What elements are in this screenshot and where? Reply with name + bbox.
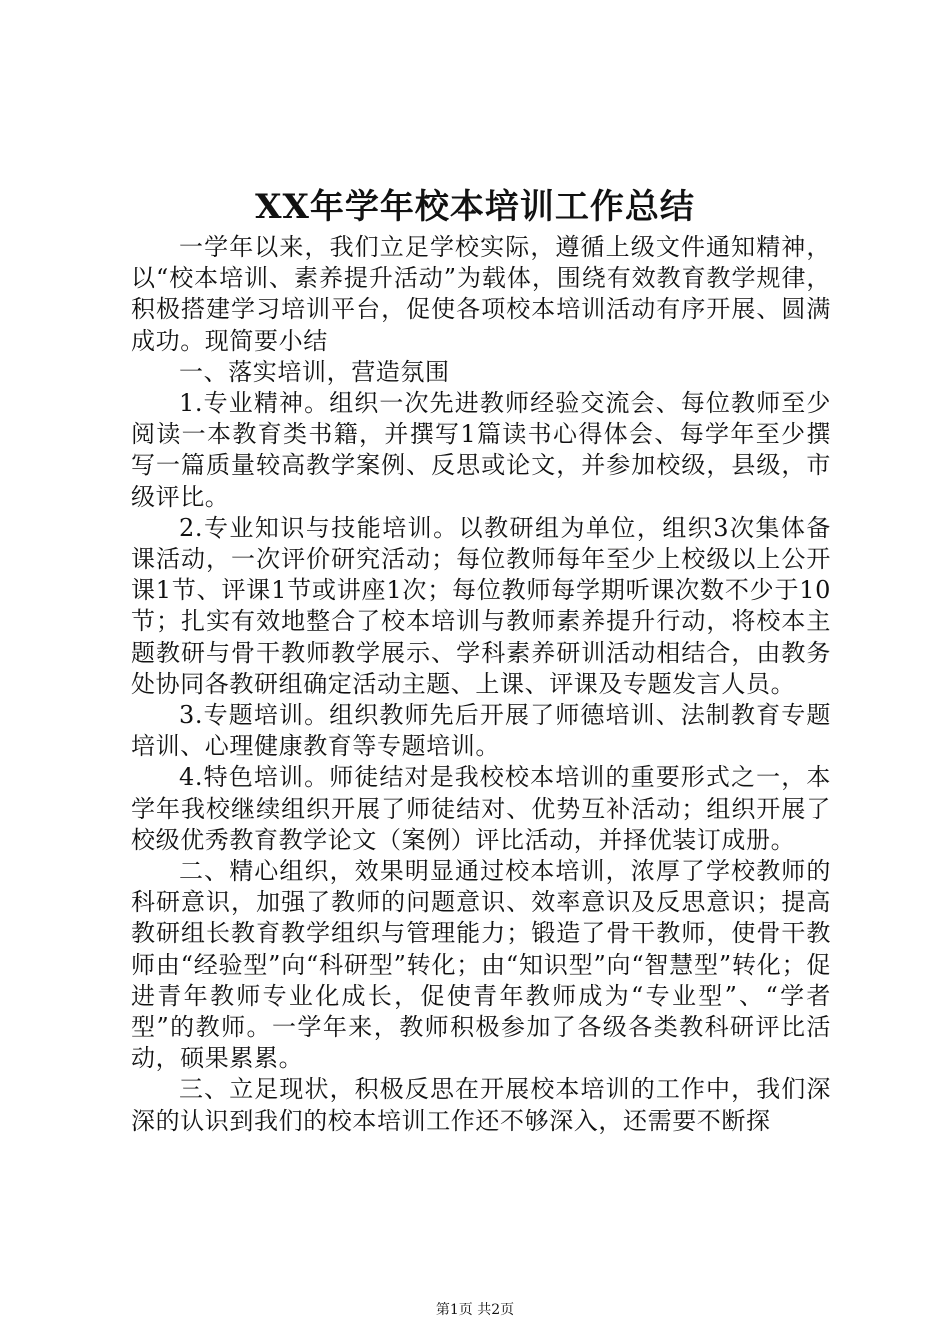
page-footer: 第1页 共2页 bbox=[435, 1302, 515, 1318]
paragraph-item-3: 3.专题培训。组织教师先后开展了师德培训、法制教育专题培训、心理健康教育等专题培训。 bbox=[131, 701, 831, 761]
paragraph-item-1: 1.专业精神。组织一次先进教师经验交流会、每位教师至少阅读一本教育类书籍，并撰写1篇读书心得体会、每学年至少撰写一篇质量较高教学案例、反思或论文，并参加校级，县级，市级评比。 bbox=[131, 389, 831, 511]
section-heading-1: 一、落实培训，营造氛围 bbox=[179, 357, 450, 386]
paragraph-item-2: 2.专业知识与技能培训。以教研组为单位，组织3次集体备课活动，一次评价研究活动；每位教师每年至少上校级以上公开课1节、评课1节或讲座1次；每位教师每学期听课次数不少于10节；扎实有效地整合了校本培训与教师素养提升行动，将校本主题教研与骨干教师教学展示、学科素养研训活动相结合，由教务处协同各教研组确定活动主题、上课、评课及专题发言人员。 bbox=[131, 513, 831, 698]
paragraph-intro: 一学年以来，我们立足学校实际，遵循上级文件通知精神，以“校本培训、素养提升活动”为载体，围绕有效教育教学规律，积极搭建学习培训平台，促使各项校本培训活动有序开展、圆满成功。现简要小结 bbox=[131, 233, 831, 355]
document-title: XX年学年校本培训工作总结 bbox=[255, 187, 695, 227]
paragraph-item-4: 4.特色培训。师徒结对是我校校本培训的重要形式之一，本学年我校继续组织开展了师徒结对、优势互补活动；组织开展了校级优秀教育教学论文（案例）评比活动，并择优装订成册。 bbox=[131, 763, 831, 854]
paragraph-section-3: 三、立足现状，积极反思在开展校本培训的工作中，我们深深的认识到我们的校本培训工作还不够深入，还需要不断探 bbox=[131, 1075, 831, 1135]
paragraph-section-2: 二、精心组织，效果明显通过校本培训，浓厚了学校教师的科研意识，加强了教师的问题意识、效率意识及反思意识；提高教研组长教育教学组织与管理能力；锻造了骨干教师，使骨干教师由“经验型”向“科研型”转化；由“知识型”向“智慧型”转化；促进青年教师专业化成长，促使青年教师成为“专业型”、“学者型”的教师。一学年来，教师积极参加了各级各类教科研评比活动，硕果累累。 bbox=[131, 857, 831, 1073]
document-body bbox=[131, 232, 831, 1137]
